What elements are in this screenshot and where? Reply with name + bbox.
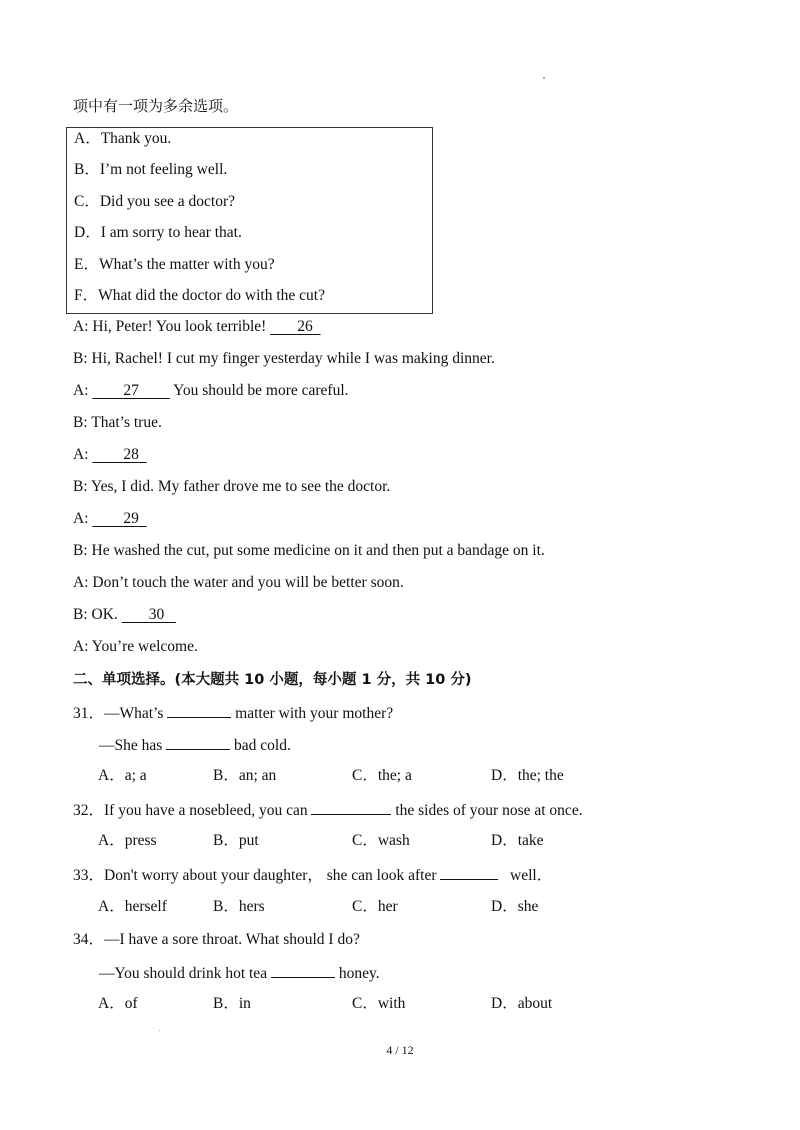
choice-a: A．press <box>98 832 157 849</box>
option-e: E．What’s the matter with you? <box>74 256 275 273</box>
choice-a: A．a; a <box>98 767 147 784</box>
choice-b: B．in <box>213 995 251 1012</box>
dialogue-line: B: He washed the cut, put some medicine on it and then put a bandage on it. <box>73 542 545 559</box>
dialogue-text: B: OK. <box>73 606 122 623</box>
choice-c: C．with <box>352 995 406 1012</box>
dialogue-line <box>73 509 147 529</box>
choices-34 <box>0 994 800 1014</box>
option-a: A．Thank you. <box>74 130 172 147</box>
answer-blank <box>166 734 230 750</box>
dialogue-line: B: Yes, I did. My father drove me to see the doctor. <box>73 478 391 495</box>
choice-a: A．of <box>98 995 138 1012</box>
dialogue-line <box>73 605 176 625</box>
option-b: B．I’m not feeling well. <box>74 161 228 178</box>
question-stem: 31．—What’s <box>73 705 168 722</box>
question-stem: well． <box>506 867 553 884</box>
choices-33 <box>0 897 800 917</box>
question-stem: —You should drink hot tea <box>99 965 271 982</box>
question-stem: the sides of your nose at once. <box>391 802 583 819</box>
section-title: 二、单项选择。(本大题共 10 小题，每小题 1 分，共 10 分) <box>73 672 472 688</box>
question-stem: —She has <box>99 737 167 754</box>
choice-b: B．put <box>213 832 259 849</box>
answer-blank <box>167 702 231 718</box>
dialogue-text: You should be more careful. <box>169 382 349 399</box>
answer-blank <box>271 962 335 978</box>
dialogue-text: A: <box>73 382 93 399</box>
question-31 <box>73 702 393 724</box>
blank-28: 28 <box>123 446 139 463</box>
speck <box>543 77 545 79</box>
choices-31 <box>0 766 800 786</box>
choice-b: B．an; an <box>213 767 277 784</box>
options-box <box>66 127 433 314</box>
question-stem: 33．Don't worry about your daughter， she can look after <box>73 867 441 884</box>
choice-a: A．herself <box>98 898 167 915</box>
dialogue-line <box>73 317 321 337</box>
choice-d: D．about <box>491 995 553 1012</box>
dialogue-line: A: Don’t touch the water and you will be better soon. <box>73 574 404 591</box>
blank-26: 26 <box>297 318 313 335</box>
question-stem: bad cold. <box>230 737 291 754</box>
choice-b: B．hers <box>213 898 265 915</box>
choices-32 <box>0 831 800 851</box>
question-stem: honey. <box>334 965 380 982</box>
question-stem: matter with your mother? <box>231 705 394 722</box>
dialogue-line: B: That’s true. <box>73 414 162 431</box>
dialogue-line <box>73 445 147 465</box>
dialogue-text: A: Hi, Peter! You look terrible! <box>73 318 271 335</box>
option-c: C．Did you see a doctor? <box>74 193 235 210</box>
question-34: 34．—I have a sore throat. What should I do? <box>73 931 360 948</box>
question-31-line2 <box>99 734 291 756</box>
blank-27: 27 <box>123 382 139 399</box>
answer-blank <box>311 799 391 815</box>
question-stem: 32．If you have a nosebleed, you can <box>73 802 312 819</box>
choice-d: D．the; the <box>491 767 564 784</box>
choice-d: D．take <box>491 832 544 849</box>
blank-30: 30 <box>148 606 165 623</box>
blank-29: 29 <box>123 510 139 527</box>
question-33 <box>73 864 552 886</box>
question-32 <box>73 799 583 821</box>
dialogue-line: A: You’re welcome. <box>73 638 198 655</box>
question-34-line2 <box>99 962 380 984</box>
dialogue-text: A: <box>73 510 93 527</box>
answer-blank <box>440 864 498 880</box>
intro-text: 项中有一项为多余选项。 <box>73 99 239 115</box>
dialogue-line: B: Hi, Rachel! I cut my finger yesterday while I was making dinner. <box>73 350 495 367</box>
dialogue-line <box>73 381 349 401</box>
dialogue-text: A: <box>73 446 93 463</box>
choice-c: C．her <box>352 898 398 915</box>
choice-c: C．wash <box>352 832 410 849</box>
speck <box>159 1030 160 1031</box>
choice-c: C．the; a <box>352 767 412 784</box>
option-d: D．I am sorry to hear that. <box>74 224 242 241</box>
choice-d: D．she <box>491 898 539 915</box>
page-number: 4 / 12 <box>386 1043 414 1057</box>
option-f: F．What did the doctor do with the cut? <box>74 287 325 304</box>
